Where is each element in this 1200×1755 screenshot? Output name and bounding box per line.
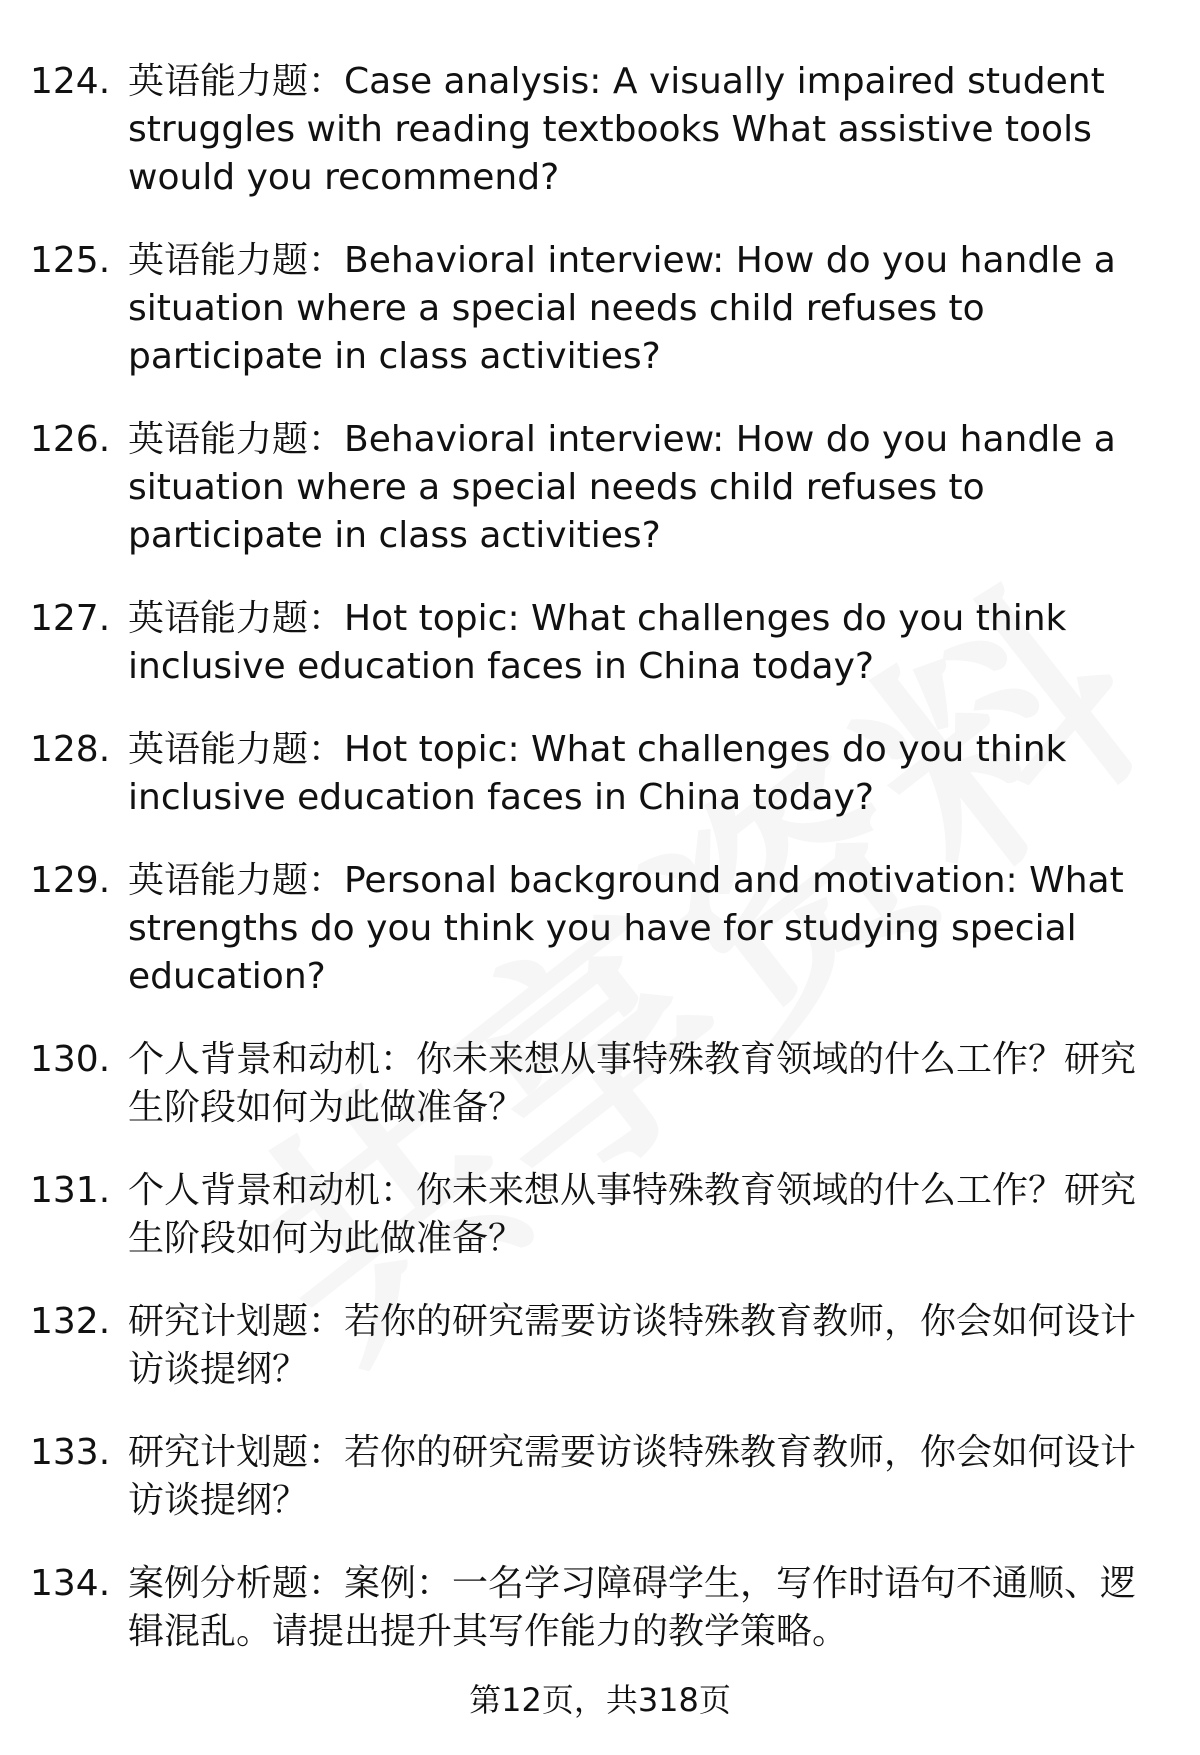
question-text: 研究计划题：若你的研究需要访谈特殊教育教师，你会如何设计访谈提纲？ [128, 1301, 1137, 1390]
question-text: 英语能力题：Hot topic: What challenges do you think inclusive education faces in China today? [128, 598, 1067, 687]
question-text: 英语能力题：Behavioral interview: How do you handle a situation where a special needs child refuses to participate in class activities? [128, 419, 1116, 556]
question-item-124 [0, 58, 1200, 202]
question-text: 英语能力题：Behavioral interview: How do you handle a situation where a special needs child refuses to participate in class activities? [128, 240, 1116, 377]
question-item-127 [0, 595, 1200, 691]
question-text: 英语能力题：Personal background and motivation: What strengths do you think you have for studying special education? [128, 860, 1124, 997]
question-item-131 [0, 1167, 1200, 1263]
question-number: 125. [30, 240, 111, 281]
question-number: 133. [30, 1432, 111, 1473]
question-number: 126. [30, 419, 111, 460]
question-number: 132. [30, 1301, 111, 1342]
question-number: 124. [30, 61, 111, 102]
question-text: 英语能力题：Hot topic: What challenges do you think inclusive education faces in China today? [128, 729, 1067, 818]
question-text: 个人背景和动机：你未来想从事特殊教育领域的什么工作？研究生阶段如何为此做准备？ [128, 1170, 1137, 1259]
question-item-128 [0, 726, 1200, 822]
question-list [0, 58, 1200, 1691]
page-footer: 第12页，共318页 [469, 1681, 731, 1719]
question-number: 129. [30, 860, 111, 901]
question-number: 130. [30, 1039, 111, 1080]
question-number: 128. [30, 729, 111, 770]
question-text: 案例分析题：案例：一名学习障碍学生，写作时语句不通顺、逻辑混乱。请提出提升其写作能力的教学策略。 [128, 1563, 1137, 1652]
question-text: 英语能力题：Case analysis: A visually impaired student struggles with reading textbooks What assistive tools would you recommend? [128, 61, 1105, 198]
question-number: 131. [30, 1170, 111, 1211]
question-text: 个人背景和动机：你未来想从事特殊教育领域的什么工作？研究生阶段如何为此做准备？ [128, 1039, 1137, 1128]
question-text: 研究计划题：若你的研究需要访谈特殊教育教师，你会如何设计访谈提纲？ [128, 1432, 1137, 1521]
question-item-134 [0, 1560, 1200, 1656]
question-item-125 [0, 237, 1200, 381]
question-number: 134. [30, 1563, 111, 1604]
question-item-126 [0, 416, 1200, 560]
question-item-130 [0, 1036, 1200, 1132]
question-number: 127. [30, 598, 111, 639]
question-item-129 [0, 857, 1200, 1001]
question-item-132 [0, 1298, 1200, 1394]
question-item-133 [0, 1429, 1200, 1525]
